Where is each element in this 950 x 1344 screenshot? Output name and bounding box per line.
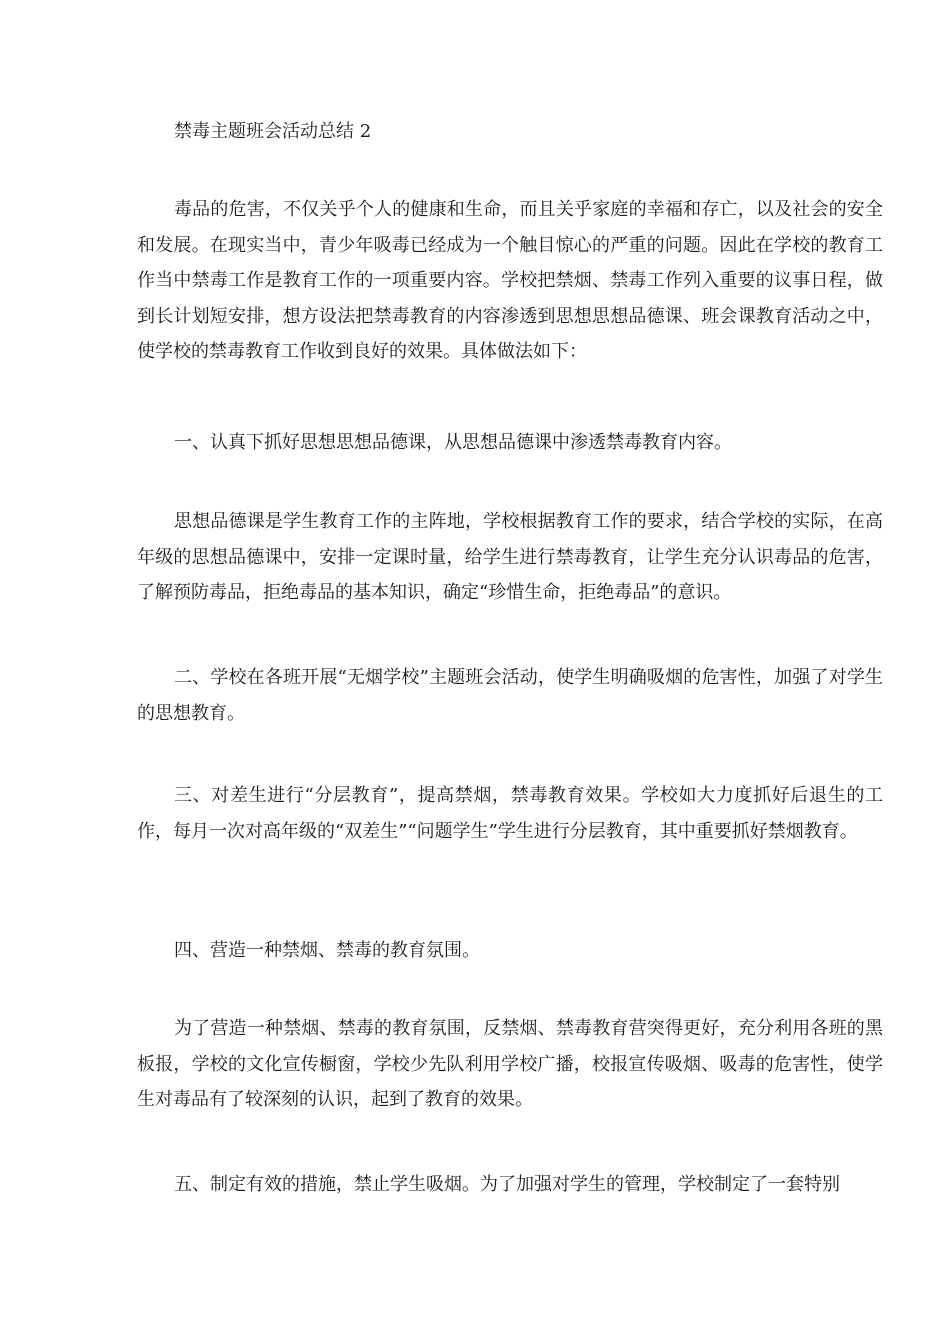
paragraph-section-5: 五、制定有效的措施，禁止学生吸烟。为了加强对学生的管理，学校制定了一套特别 [174, 1174, 840, 1195]
paragraph-section-1-heading: 一、认真下抓好思想思想品德课，从思想品德课中渗透禁毒教育内容。 [174, 432, 732, 453]
paragraph-section-1-body: 思想品德课是学生教育工作的主阵地，学校根据教育工作的要求，结合学校的实际，在高年级的思想品德课中，安排一定课时量，给学生进行禁毒教育，让学生充分认识毒品的危害，了解预防毒品，拒绝毒品的基本知识，确定“珍惜生命，拒绝毒品”的意识。 [137, 511, 883, 603]
paragraph-section-3: 三、对差生进行“分层教育”，提高禁烟，禁毒教育效果。学校如大力度抓好后退生的工作，每月一次对高年级的“双差生”“问题学生”学生进行分层教育，其中重要抓好禁烟教育。 [137, 785, 883, 842]
paragraph-section-4-heading: 四、营造一种禁烟、禁毒的教育氛围。 [174, 940, 480, 961]
paragraph-section-4-body: 为了营造一种禁烟、禁毒的教育氛围，反禁烟、禁毒教育营突得更好，充分利用各班的黑板报，学校的文化宣传橱窗，学校少先队利用学校广播，校报宣传吸烟、吸毒的危害性，使学生对毒品有了较深刻的认识，起到了教育的效果。 [137, 1018, 883, 1110]
paragraph-section-2: 二、学校在各班开展“无烟学校”主题班会活动，使学生明确吸烟的危害性，加强了对学生的思想教育。 [137, 667, 883, 724]
document-page [137, 0, 883, 1344]
document-title: 禁毒主题班会活动总结 2 [174, 121, 372, 142]
paragraph-intro: 毒品的危害，不仅关乎个人的健康和生命，而且关乎家庭的幸福和存亡，以及社会的安全和发展。在现实当中，青少年吸毒已经成为一个触目惊心的严重的问题。因此在学校的教育工作当中禁毒工作是教育工作的一项重要内容。学校把禁烟、禁毒工作列入重要的议事日程，做到长计划短安排，想方设法把禁毒教育的内容渗透到思想思想品德课、班会课教育活动之中，使学校的禁毒教育工作收到良好的效果。具体做法如下： [137, 199, 883, 362]
